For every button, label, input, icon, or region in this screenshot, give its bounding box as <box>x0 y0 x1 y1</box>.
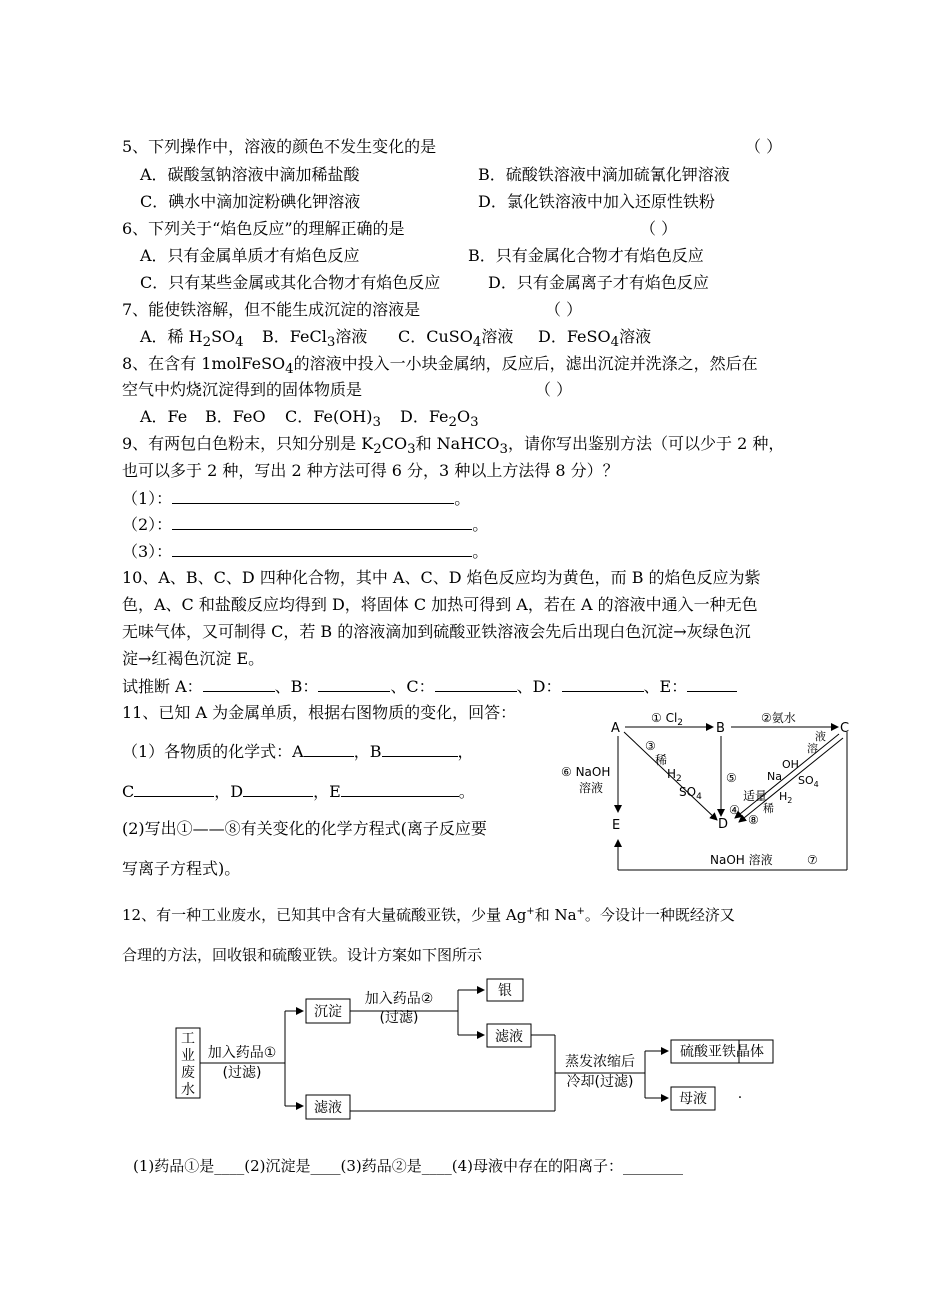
reaction-6-solution: 溶液 <box>579 781 604 795</box>
q6-option-c: C．只有某些金属或其化合物才有焰色反应 <box>140 273 441 292</box>
cool-filter-label: 冷却(过滤) <box>566 1074 634 1090</box>
q7-stem: 7、能使铁溶解，但不能生成沉淀的溶液是 <box>122 300 421 319</box>
q7-option-a: A．稀 $H_2SO_4$ <box>140 327 244 351</box>
naoh-solution-char2: 液 <box>815 730 826 743</box>
answer-blank[interactable] <box>318 675 390 692</box>
q7-option-b: B．FeCl$_3$溶液 <box>262 327 368 351</box>
wastewater-char-4: 水 <box>181 1082 195 1098</box>
reaction-3-dilute: 稀 <box>655 753 668 767</box>
node-d: D <box>718 817 729 832</box>
answer-blank[interactable] <box>203 675 275 692</box>
node-a: A <box>611 721 620 736</box>
q12-stem-line2: 合理的方法，回收银和硫酸亚铁。设计方案如下图所示 <box>122 946 483 964</box>
reaction-8-so4: $SO_4$ <box>798 774 819 789</box>
wastewater-char-2: 业 <box>181 1048 195 1064</box>
q5-option-b: B．硫酸铁溶液中滴加硫氰化钾溶液 <box>478 165 730 184</box>
reaction-4-label: ④ <box>729 803 740 817</box>
reagent-1-label: 加入药品① <box>207 1045 277 1061</box>
q10-line2: 色，A、C 和盐酸反应均得到 D，将固体 C 加热可得到 A，若在 A 的溶液中通入一种无色 <box>122 595 758 614</box>
q7-answer-bracket: （ ） <box>545 300 583 319</box>
q11-part1-line2: C ，D ，E 。 <box>122 782 475 801</box>
answer-blank[interactable] <box>435 675 517 692</box>
answer-blank[interactable] <box>134 780 214 797</box>
reaction-3-so4: $SO_4$ <box>679 785 702 802</box>
reagent-2-label: 加入药品② <box>364 991 434 1007</box>
reaction-1-label: ① $Cl_2$ <box>651 711 684 728</box>
q8-option-b: B．FeO <box>205 407 266 426</box>
q11-part1: （1）各物质的化学式：A ，B ， <box>122 742 474 761</box>
silver-label: 银 <box>498 983 512 999</box>
answer-blank[interactable] <box>687 675 737 692</box>
reaction-4-amount: 适量 <box>743 789 768 803</box>
q11-stem: 11、已知 A 为金属单质，根据右图物质的变化，回答： <box>122 703 517 722</box>
recovery-flowchart <box>170 978 790 1128</box>
node-b: B <box>716 721 725 736</box>
answer-blank[interactable] <box>243 780 313 797</box>
reaction-5-label: ⑤ <box>726 771 737 785</box>
q8-answer-bracket: （ ） <box>535 380 573 399</box>
precipitate-label: 沉淀 <box>314 1004 342 1020</box>
naoh-oh: OH <box>782 758 799 771</box>
reaction-3-h2: $H_2$ <box>667 767 682 784</box>
answer-blank[interactable] <box>172 540 472 557</box>
reaction-6-label: ⑥ NaOH <box>561 765 611 779</box>
q10-line3: 无味气体，又可制得 C，若 B 的溶液滴加到硫酸亚铁溶液会先后出现白色沉淀→灰绿色沉 <box>122 622 751 641</box>
q6-stem: 6、下列关于“焰色反应”的理解正确的是 <box>122 219 405 238</box>
q9-answer-1: （1）： 。 <box>122 489 471 508</box>
q9-answer-2: （2）： 。 <box>122 515 489 534</box>
answer-blank[interactable] <box>562 675 644 692</box>
q8-stem-line2: 空气中灼烧沉淀得到的固体物质是 <box>122 380 363 399</box>
q7-option-d: D．FeSO$_4$溶液 <box>538 327 652 351</box>
node-e: E <box>612 818 621 833</box>
q10-line1: 10、A、B、C、D 四种化合物，其中 A、C、D 焰色反应均为黄色，而 B 的焰色反应为紫 <box>122 568 761 587</box>
node-c: C <box>840 721 850 736</box>
q11-part2-line2: 写离子方程式)。 <box>122 859 241 878</box>
q10-infer-line: 试推断 A： 、B： 、C： 、D： 、E： <box>122 675 737 698</box>
q6-option-b: B．只有金属化合物才有焰色反应 <box>468 246 704 265</box>
q8-option-a: A．Fe <box>140 407 188 426</box>
wastewater-char-3: 废 <box>181 1065 195 1081</box>
q5-stem: 5、下列操作中，溶液的颜色不发生变化的是 <box>122 137 437 156</box>
reaction-8-h2: $H_2$ <box>779 790 793 805</box>
q12-answer-line: (1)药品①是____(2)沉淀是____(3)药品②是____(4)母液中存在的阳离子：________ <box>133 1157 683 1175</box>
filtrate-top-label: 滤液 <box>495 1029 523 1045</box>
q6-option-d: D．只有金属离子才有焰色反应 <box>488 273 709 292</box>
answer-blank[interactable] <box>172 513 472 530</box>
q9-answer-3: （3）： 。 <box>122 542 489 561</box>
filtrate-bottom-label: 滤液 <box>314 1100 342 1116</box>
wastewater-char-1: 工 <box>181 1031 195 1047</box>
answer-blank[interactable] <box>304 740 354 757</box>
answer-blank[interactable] <box>341 780 459 797</box>
mother-liquor-label: 母液 <box>679 1091 707 1107</box>
q6-option-a: A．只有金属单质才有焰色反应 <box>140 246 360 265</box>
reaction-diagram <box>555 700 855 880</box>
q5-option-a: A．碳酸氢钠溶液中滴加稀盐酸 <box>140 165 360 184</box>
reaction-2-label: ②氨水 <box>761 711 796 725</box>
reaction-7-reagent: NaOH 溶液 <box>710 853 773 867</box>
q9-stem-line2: 也可以多于 2 种，写出 2 种方法可得 6 分，3 种以上方法得 8 分）？ <box>122 461 619 480</box>
q8-option-c: C．$Fe(OH)_3$ <box>285 407 381 431</box>
evaporate-label: 蒸发浓缩后 <box>565 1054 635 1070</box>
crystal-label: 硫酸亚铁晶体 <box>680 1044 764 1060</box>
filter-1-label: (过滤) <box>222 1065 262 1081</box>
q5-option-d: D．氯化铁溶液中加入还原性铁粉 <box>478 192 715 211</box>
q7-option-c: C．CuSO$_4$溶液 <box>398 327 514 351</box>
naoh-solution-char1: 溶 <box>807 742 818 755</box>
answer-blank[interactable] <box>382 740 458 757</box>
flow-dot: . <box>737 1086 743 1102</box>
q5-answer-bracket: （ ） <box>745 137 783 156</box>
q8-option-d: D．$Fe_2O_3$ <box>400 407 479 431</box>
reaction-8-label: ⑧ <box>748 813 759 827</box>
filter-2-label: (过滤) <box>379 1010 419 1026</box>
q11-part2: (2)写出①——⑧有关变化的化学方程式(离子反应要 <box>122 819 487 838</box>
q5-option-c: C．碘水中滴加淀粉碘化钾溶液 <box>140 192 361 211</box>
q12-stem: 12、有一种工业废水，已知其中含有大量硫酸亚铁，少量 Ag+和 Na+。今设计一种既经济又 <box>122 906 735 924</box>
q10-line4: 淀→红褐色沉淀 E。 <box>122 649 265 668</box>
naoh-na: Na <box>767 770 782 783</box>
reaction-3-label: ③ <box>645 739 656 753</box>
q9-stem: 9、有两包白色粉末，只知分别是 $K_2CO_3$和 NaHCO$_3$，请你写出鉴别方法（可以少于 2 种， <box>122 434 785 458</box>
q8-stem: 8、在含有 1molFeSO$_4$的溶液中投入一小块金属纳，反应后，滤出沉淀并洗涤之，然后在 <box>122 354 758 378</box>
reaction-8-dilute: 稀 <box>763 802 774 815</box>
reaction-7-label: ⑦ <box>807 853 818 867</box>
answer-blank[interactable] <box>172 487 454 504</box>
q6-answer-bracket: （ ） <box>640 219 678 238</box>
